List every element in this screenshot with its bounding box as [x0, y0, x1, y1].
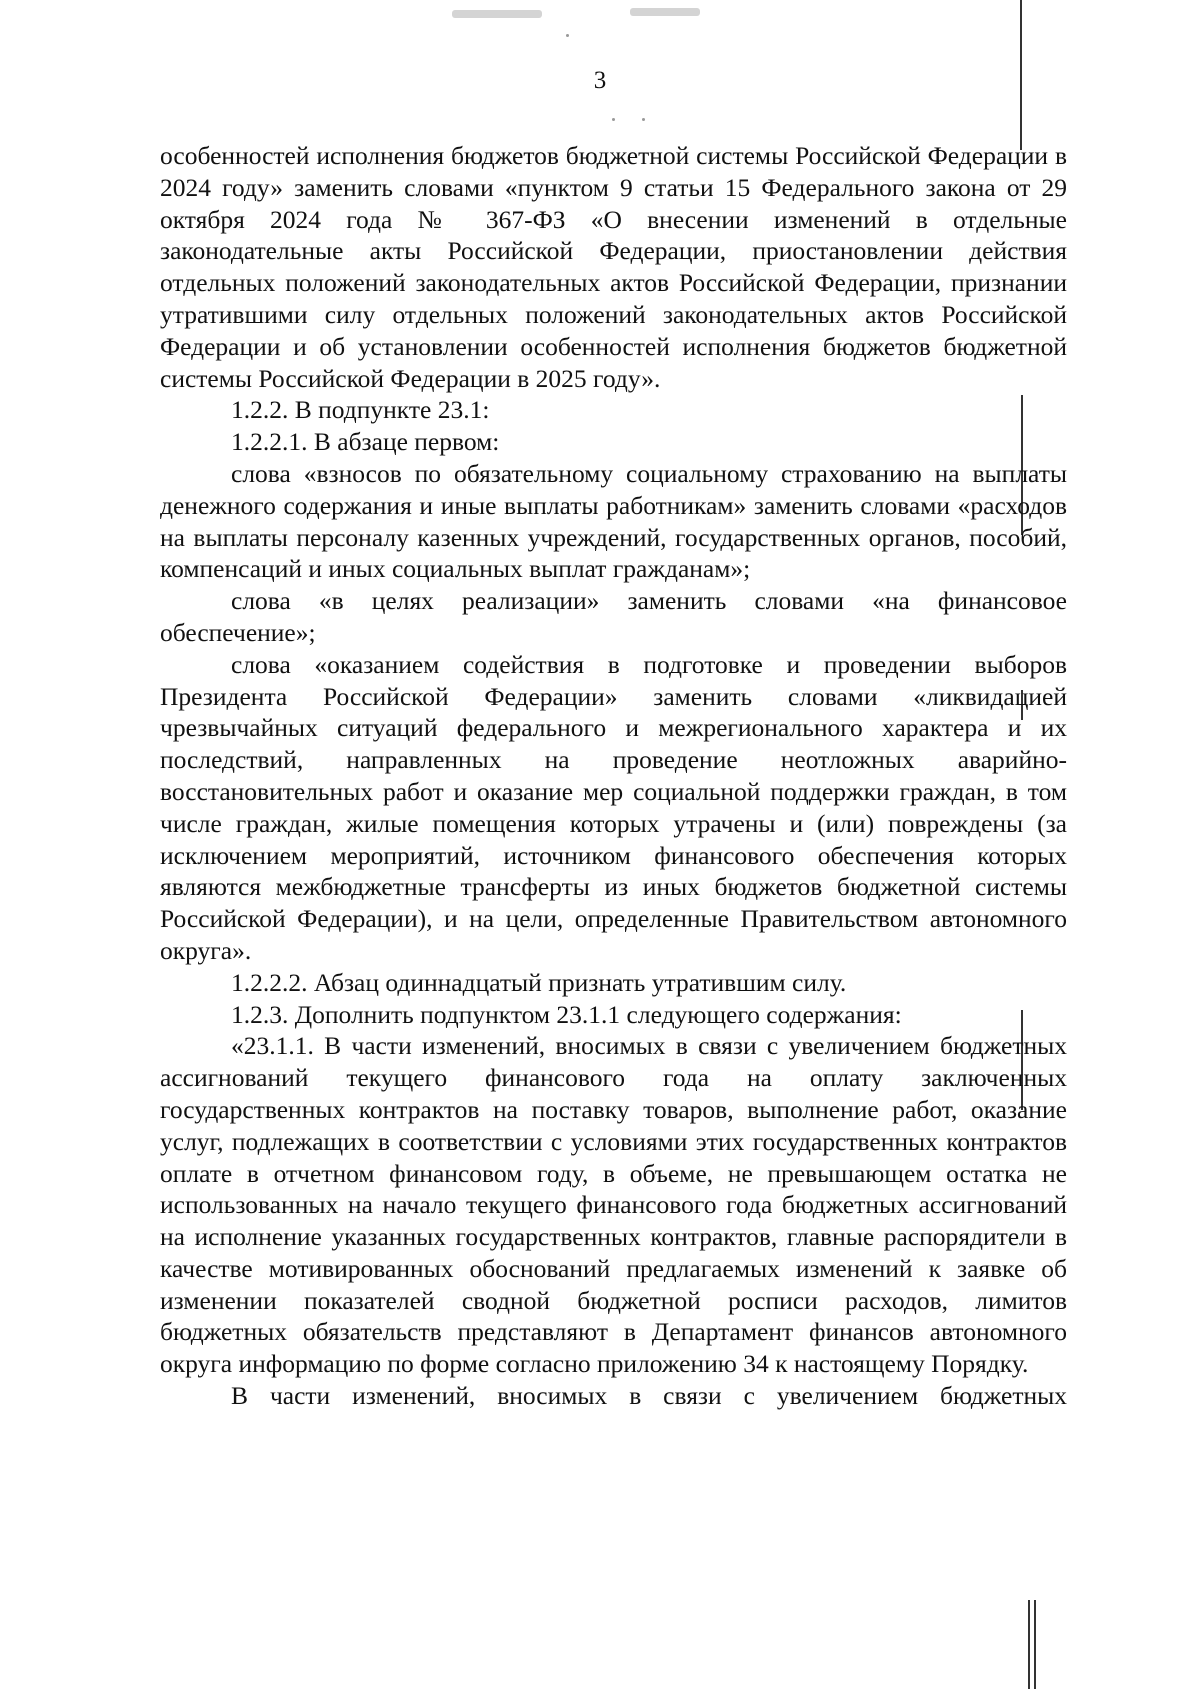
paragraph: слова «взносов по обязательному социальному страхованию на выплаты денежного содержания и иные выплаты работникам» заменить словами «расходов на выплаты персоналу казенных учреждений, государственных органов, пособий, компенсаций и иных социальных выплат гражданам»; [160, 458, 1067, 584]
scan-artifact [612, 118, 615, 121]
scan-artifact [630, 8, 700, 16]
scan-edge-line [1028, 1600, 1030, 1689]
scan-artifact [566, 34, 569, 37]
scan-artifact [452, 10, 542, 18]
scan-edge-line [1034, 1600, 1036, 1689]
paragraph: 1.2.2.2. Абзац одиннадцатый признать утратившим силу. [231, 967, 847, 997]
paragraph: 1.2.2. В подпункте 23.1: [231, 395, 490, 425]
paragraph: 1.2.3. Дополнить подпунктом 23.1.1 следующего содержания: [231, 999, 902, 1029]
paragraph: В части изменений, вносимых в связи с увеличением бюджетных [231, 1381, 1067, 1411]
page-number: 3 [593, 67, 607, 94]
paragraph: слова «оказанием содействия в подготовке и проведении выборов Президента Российской Федерации» заменить словами «ликвидацией чрезвычайных ситуаций федерального и межрегионального характера и их последствий, направленных на проведение неотложных аварийно-восстановительных работ и оказание мер социальной поддержки граждан, в том числе граждан, жилые помещения которых утрачены и (или) повреждены (за исключением мероприятий, источником финансового обеспечения которых являются межбюджетные трансферты из иных бюджетов бюджетной системы Российской Федерации), и на цели, определенные Правительством автономного округа». [160, 649, 1067, 965]
paragraph: «23.1.1. В части изменений, вносимых в связи с увеличением бюджетных ассигнований текущего финансового года на оплату заключенных государственных контрактов на поставку товаров, выполнение работ, оказание услуг, подлежащих в соответствии с условиями этих государственных контрактов оплате в отчетном финансовом году, в объеме, не превышающем остатка не использованных на начало текущего финансового года бюджетных ассигнований на исполнение указанных государственных контрактов, главные распорядители в качестве мотивированных обоснований предлагаемых изменений к заявке об изменении показателей сводной бюджетной росписи расходов, лимитов бюджетных обязательств представляют в Департамент финансов автономного округа информацию по форме согласно приложению 34 к настоящему Порядку. [160, 1031, 1067, 1379]
paragraph: слова «в целях реализации» заменить словами «на финансовое обеспечение»; [160, 586, 1067, 647]
paragraph: особенностей исполнения бюджетов бюджетной системы Российской Федерации в 2024 году» заменить словами «пунктом 9 статьи 15 Федерального закона от 29 октября 2024 года № 367-ФЗ «О внесении изменений в отдельные законодательные акты Российской Федерации, приостановлении действия отдельных положений законодательных актов Российской Федерации, признании утратившими силу отдельных положений законодательных актов Российской Федерации и об установлении особенностей исполнения бюджетов бюджетной системы Российской Федерации в 2025 году». [160, 141, 1067, 393]
document-body [160, 140, 1067, 1412]
paragraph: 1.2.2.1. В абзаце первом: [231, 427, 500, 457]
scan-artifact [642, 118, 645, 121]
